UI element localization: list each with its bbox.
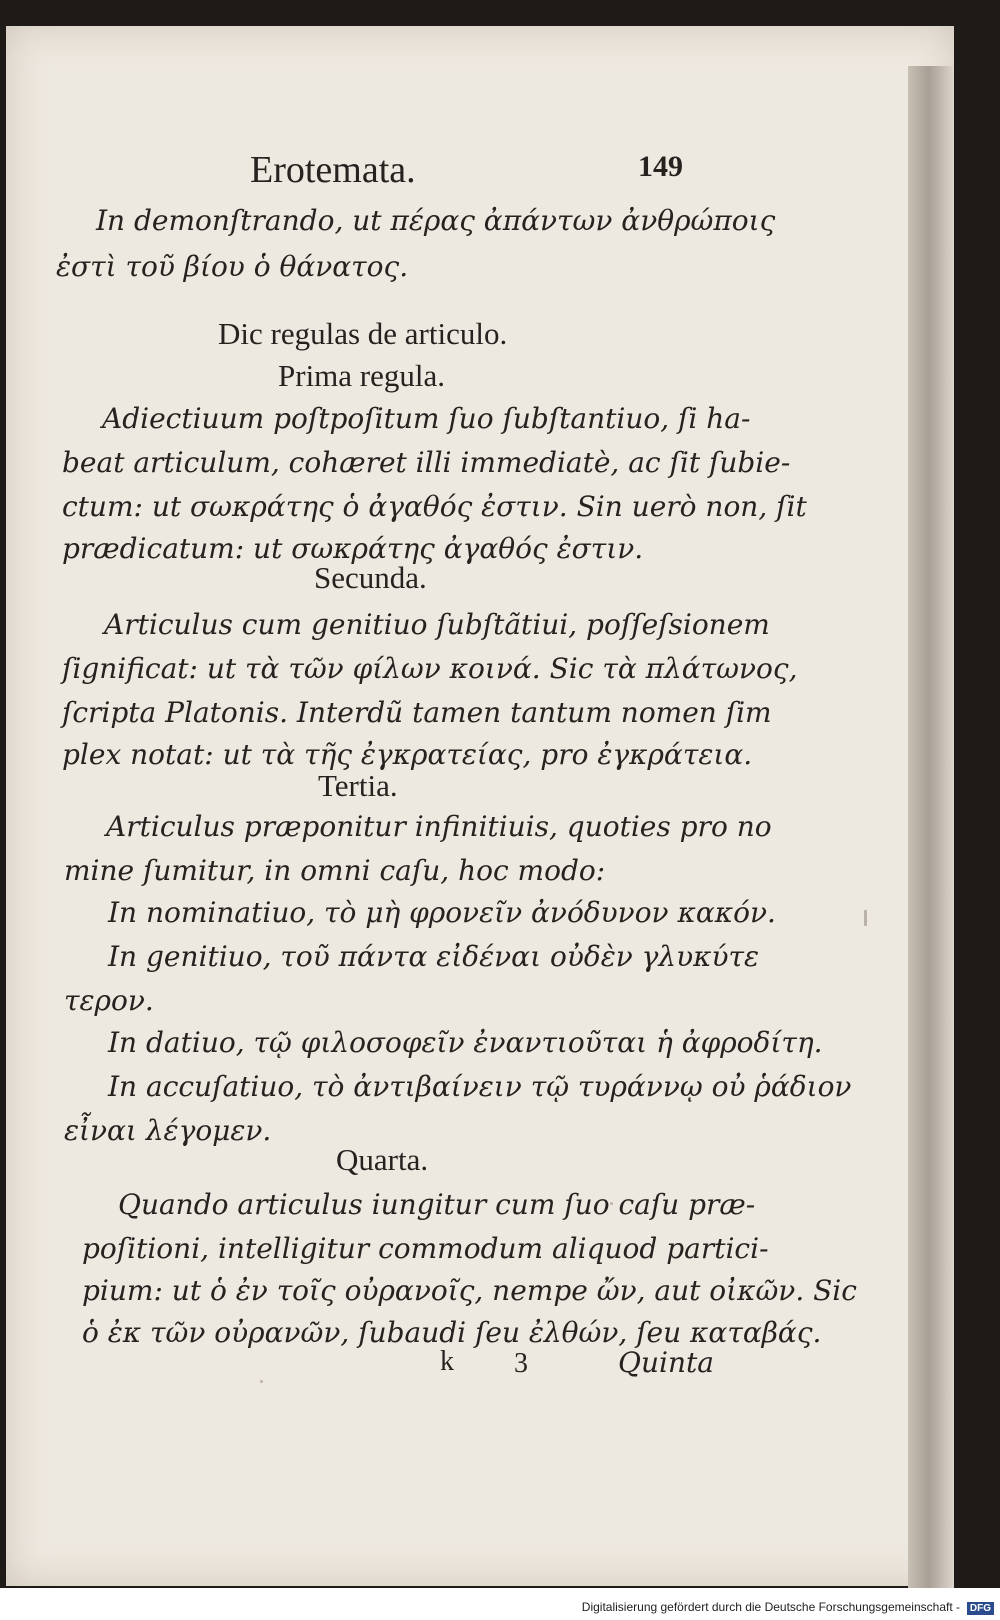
text-line: Articulus præponitur infinitiuis, quoties pro no	[106, 810, 772, 843]
text-line: pium: ut ὁ ἐν τοῖς οὐρανοῖς, nempe ὤν, aut οἰκῶν. Sic	[82, 1274, 857, 1307]
text-line: In demonſtrando, ut πέρας ἀπάντων ἀνθρώποις	[96, 204, 776, 237]
text-line: Adiectiuum poſtpoſitum ſuo ſubſtantiuo, ſi ha-	[102, 402, 751, 435]
ink-spot	[610, 1202, 613, 1205]
text-line: ſcripta Platonis. Interdũ tamen tantum nomen ſim	[62, 696, 772, 729]
section-heading: Dic regulas de articulo.	[218, 316, 508, 351]
text-line: εἶναι λέγομεν.	[64, 1114, 272, 1147]
text-line: In genitiuo, τοῦ πάντα εἰδέναι οὐδὲν γλυκύτε	[108, 940, 760, 973]
dfg-logo: DFG	[967, 1602, 994, 1615]
ink-spot	[864, 910, 867, 926]
text-line: ſignificat: ut τὰ τῶν φίλων κοινά. Sic τὰ πλάτωνος,	[62, 652, 798, 685]
text-line: Quando articulus iungitur cum ſuo caſu præ-	[118, 1188, 756, 1221]
section-heading: Tertia.	[318, 768, 398, 803]
page-number: 149	[638, 150, 683, 183]
text-line: ἐστὶ τοῦ βίου ὁ θάνατος.	[56, 250, 409, 283]
section-heading: Quarta.	[336, 1142, 429, 1177]
section-heading: Prima regula.	[278, 358, 446, 393]
text-line: τερον.	[64, 984, 154, 1017]
signature-mark: k	[440, 1346, 454, 1377]
text-line: poſitioni, intelligitur commodum aliquod partici-	[82, 1232, 769, 1265]
ink-spot	[260, 1380, 263, 1383]
running-title: Erotemata.	[250, 149, 416, 191]
text-line: prædicatum: ut σωκράτης ἀγαθός ἐστιν.	[62, 532, 644, 565]
page-edge	[908, 66, 954, 1616]
text-line: beat articulum, cohæret illi immediatè, ac ſit ſubie-	[62, 446, 791, 479]
signature-number: 3	[514, 1348, 528, 1379]
text-line: mine ſumitur, in omni caſu, hoc modo:	[64, 854, 606, 887]
text-line: plex notat: ut τὰ τῆς ἐγκρατείας, pro ἐγκράτεια.	[62, 738, 753, 771]
footer-bar	[0, 1588, 1000, 1620]
text-line: ctum: ut σωκράτης ὁ ἀγαθός ἐστιν. Sin uerò non, ſit	[62, 490, 807, 523]
section-heading: Secunda.	[314, 560, 427, 595]
book-page	[6, 26, 954, 1586]
text-line: In datiuo, τῷ φιλοσοφεῖν ἐναντιοῦται ἡ ἀφροδίτη.	[108, 1026, 823, 1059]
footer-text: Digitalisierung gefördert durch die Deutsche Forschungsgemeinschaft -	[581, 1600, 960, 1614]
text-line: Articulus cum genitiuo ſubſtãtiui, poſſeſsionem	[104, 608, 770, 641]
text-line: In accuſatiuo, τὸ ἀντιβαίνειν τῷ τυράννῳ οὐ ῥάδιον	[108, 1070, 852, 1103]
catchword: Quinta	[618, 1346, 714, 1379]
text-line: ὁ ἐκ τῶν οὐρανῶν, ſubaudi ſeu ἐλθών, ſeu καταβάς.	[82, 1316, 822, 1349]
text-line: In nominatiuo, τὸ μὴ φρονεῖν ἀνόδυνον κακόν.	[108, 896, 776, 929]
